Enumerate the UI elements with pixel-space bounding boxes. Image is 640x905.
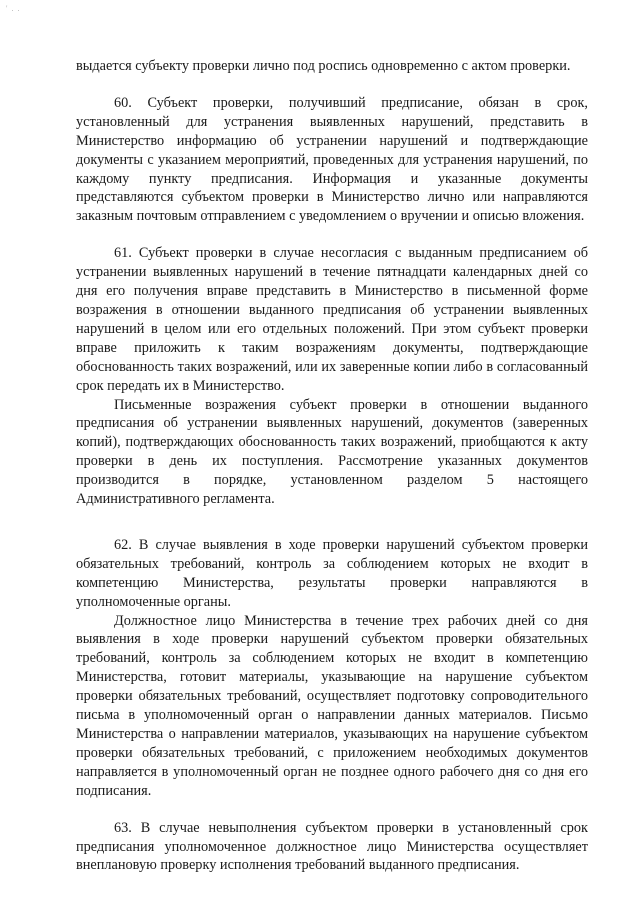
paragraph-61-objections: Письменные возражения субъект проверки в отношении выданного предписания об устранении выявленных нарушений, документов (заверенных копий), подтверждающих обоснованность таких возражений, приобщаются к акту проверки в день их поступления. Рассмотрение указанных документов производится в порядке, установленном разделом 5 настоящего Административного регламента. <box>76 396 588 508</box>
paragraph-61: 61. Субъект проверки в случае несогласия с выданным предписанием об устранении выявленных нарушений в течение пятнадцати календарных дней со дня его получения вправе представить в Министерство в письменной форме возражения в отношении выданного предписания об устранении выявленных нарушений в целом или его отдельных положений. При этом субъект проверки вправе приложить к таким возражениям документы, подтверждающие обоснованность таких возражений, или их заверенные копии либо в согласованный срок передать их в Министерство. <box>76 245 588 394</box>
paragraph-60: 60. Субъект проверки, получивший предписание, обязан в срок, установленный для устранения выявленных нарушений, представить в Министерство информацию об устранении нарушений и подтверждающие документы с указанием мероприятий, проведенных для устранения нарушений, по каждому пункту предписания. Информация и указанные документы представляются субъектом проверки в Министерство лично или направляются заказным почтовым отправлением с уведомлением о вручении и описью вложения. <box>76 94 588 225</box>
document-body <box>76 57 588 875</box>
paragraph-63: 63. В случае невыполнения субъектом проверки в установленный срок предписания уполномоченное должностное лицо Министерства осуществляет внеплановую проверку исполнения требований выданного предписания. <box>76 819 588 874</box>
paragraph-62-official: Должностное лицо Министерства в течение трех рабочих дней со дня выявления в ходе проверки нарушений субъектом проверки обязательных требований, контроль за соблюдением которых не входит в компетенцию Министерства, готовит материалы, указывающие на нарушение субъектом проверки обязательных требований, осуществляет подготовку сопроводительного письма в уполномоченный орган о направлении данных материалов. Письмо Министерства о направлении материалов, указывающих на нарушение субъектом проверки обязательных требований, с приложением необходимых документов направляется в уполномоченный орган не позднее одного рабочего дня со дня его подписания. <box>76 612 588 799</box>
scan-artifact: ' . . <box>6 4 21 13</box>
paragraph-62: 62. В случае выявления в ходе проверки нарушений субъектом проверки обязательных требований, контроль за соблюдением которых не входит в компетенцию Министерства, результаты проверки направляются в уполномоченные органы. <box>76 536 588 610</box>
paragraph-59-continuation: выдается субъекту проверки лично под роспись одновременно с актом проверки. <box>76 58 571 74</box>
